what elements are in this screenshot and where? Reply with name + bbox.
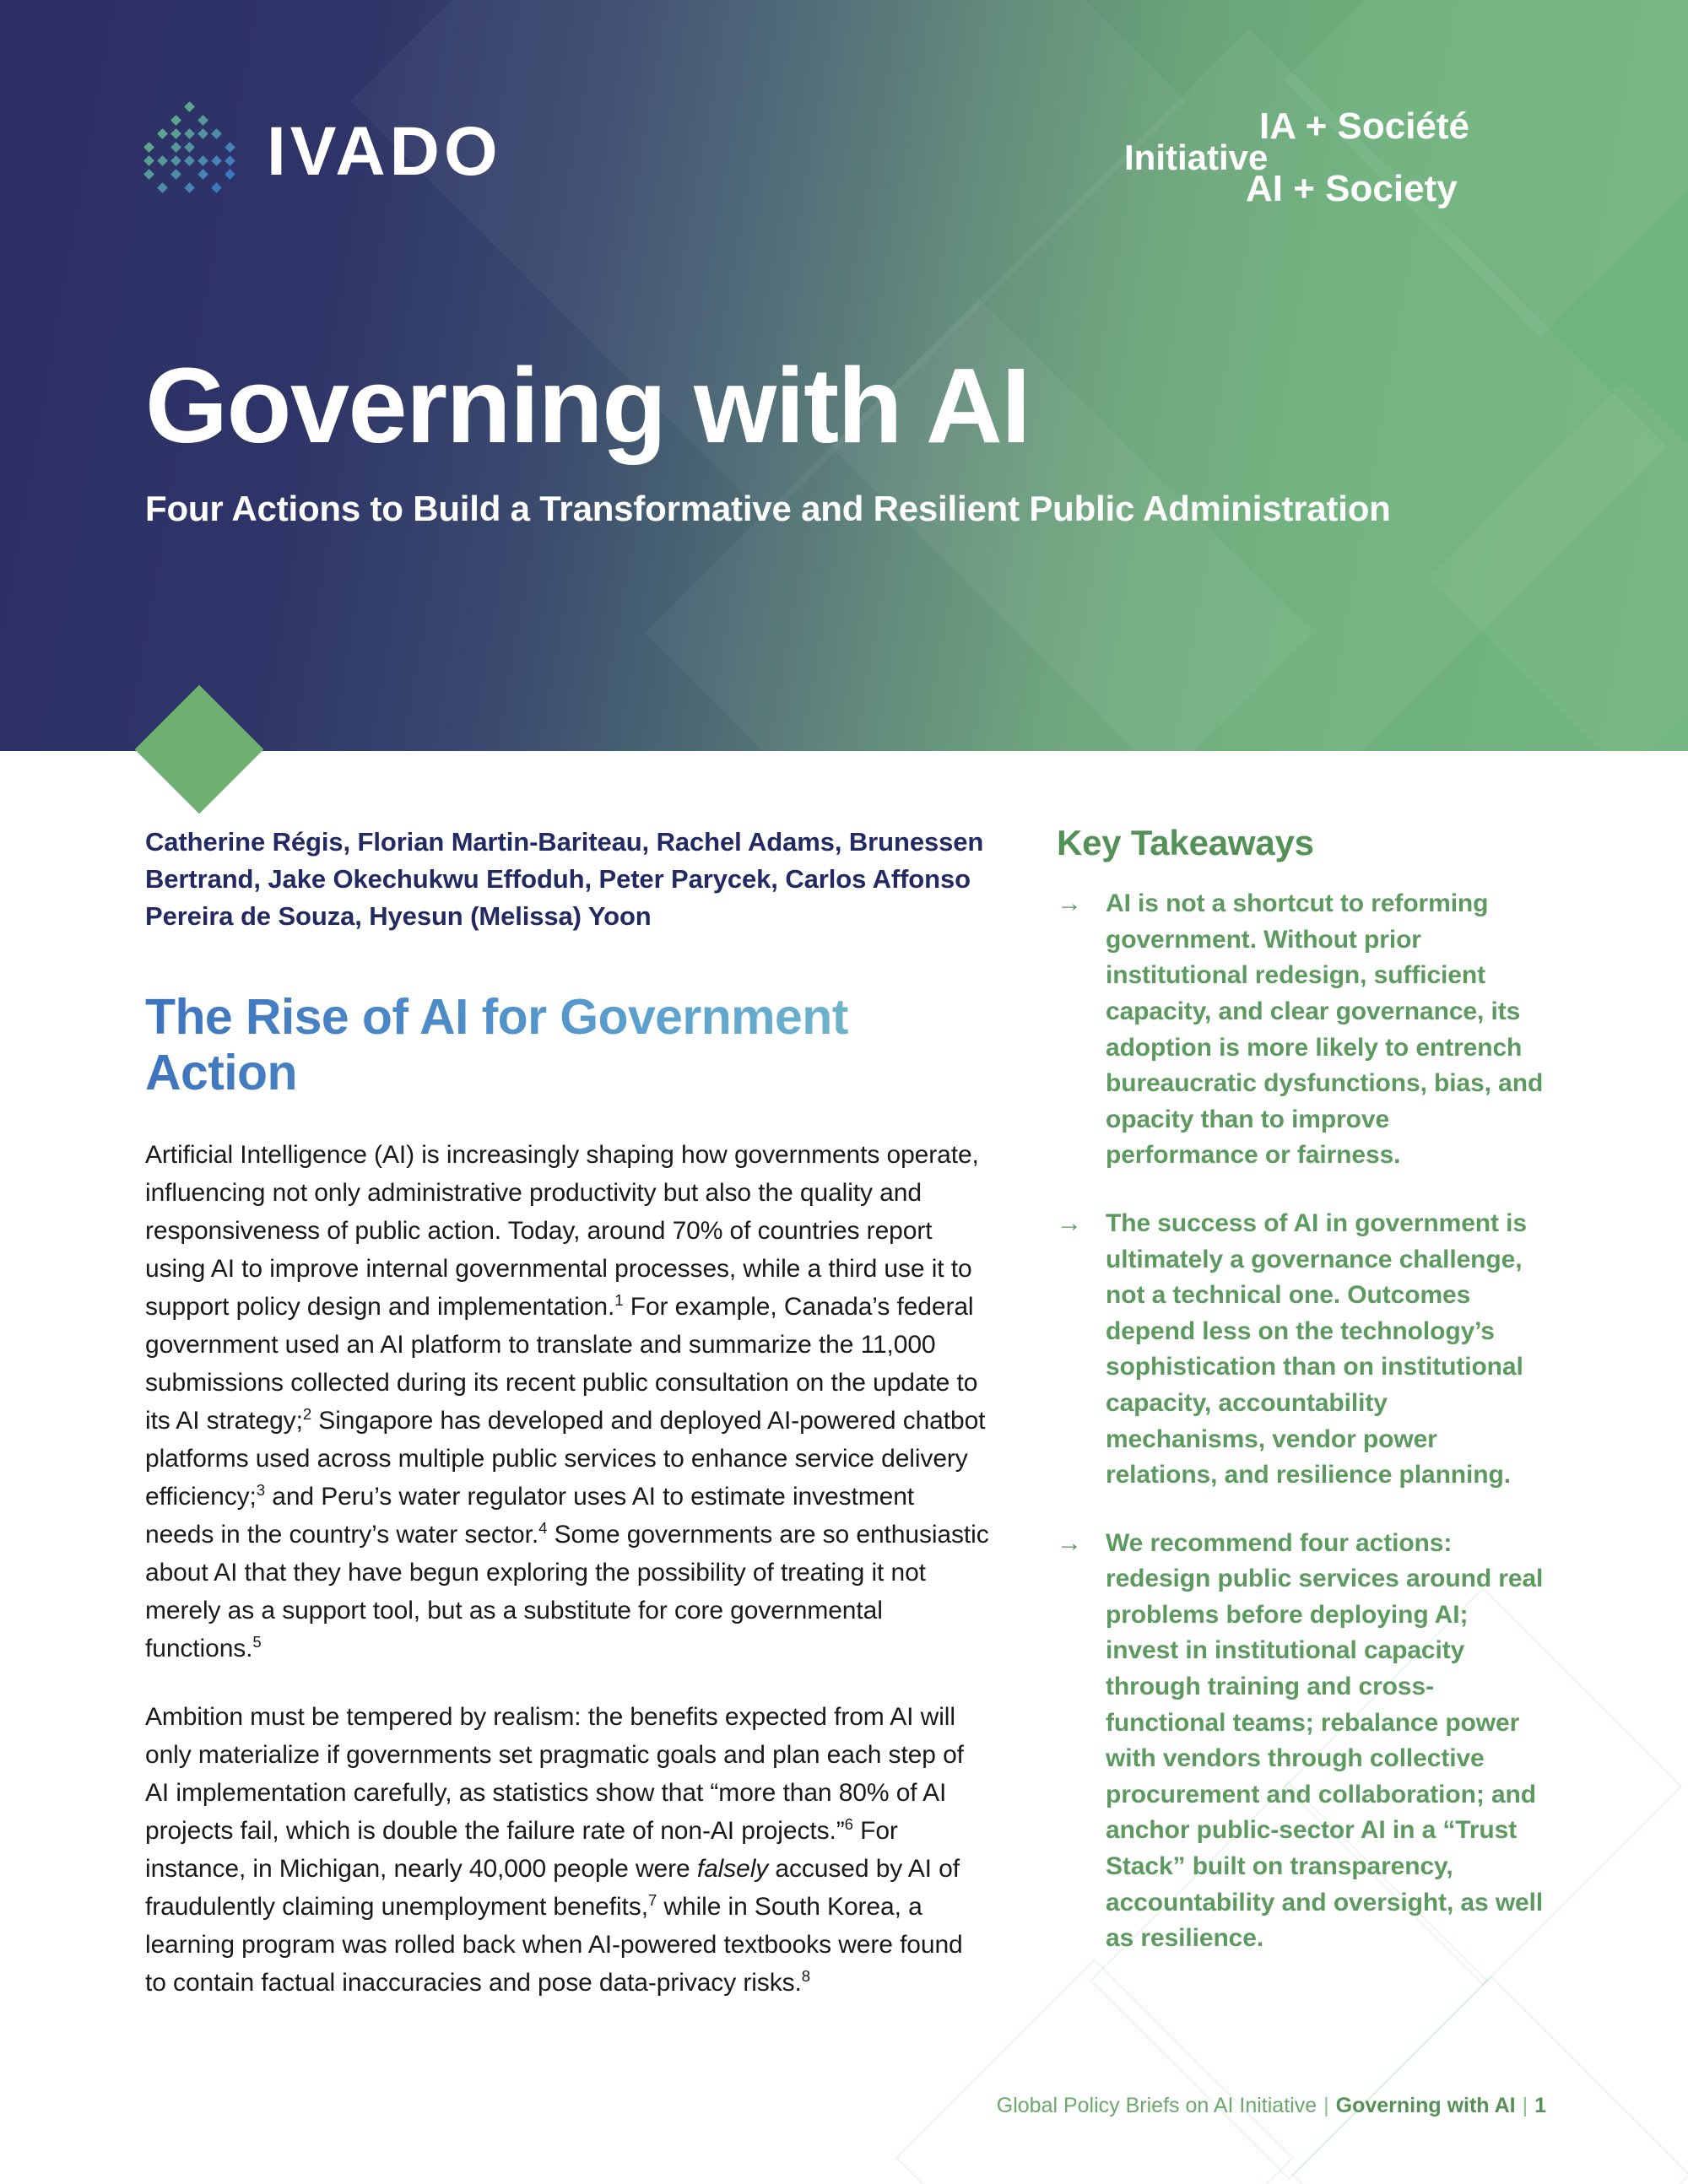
- body-content: [0, 751, 1688, 2184]
- ivado-wordmark: IVADO: [267, 113, 502, 190]
- key-takeaway-item: [1057, 1526, 1546, 1957]
- key-takeaway-item: [1057, 1206, 1546, 1494]
- arrow-right-icon: →: [1057, 1208, 1082, 1237]
- initiative-label-english: AI + Society: [1246, 168, 1458, 209]
- initiative-label-french: IA + Société: [1259, 105, 1470, 147]
- page-subtitle: Four Actions to Build a Transformative and Resilient Public Administration: [145, 489, 1391, 528]
- key-takeaway-text: We recommend four actions: redesign public services around real problems before deploying AI; invest in institutional capacity through training and cross-functional teams; rebalance power with vendors through collective procurement and collaboration; and anchor public-sector AI in a “Trust Stack” built on transparency, accountability and oversight, as well as resilience.: [1106, 1528, 1544, 1953]
- header-banner: [0, 0, 1688, 751]
- footer-separator: |: [1522, 2094, 1528, 2117]
- footer-series: Global Policy Briefs on AI Initiative: [996, 2094, 1317, 2117]
- body-paragraph: Ambition must be tempered by realism: the benefits expected from AI will only materialize if governments set pragmatic goals and plan each step of AI implementation carefully, as statistics show that “more than 80% of AI projects fail, which is double the failure rate of non-AI projects.”$^6$ For instance, in Michigan, nearly 40,000 people were falsely accused by AI of fraudulently claiming unemployment benefits,$^7$ while in South Korea, a learning program was rolled back when AI-powered textbooks were found to contain factual inaccuracies and pose data-privacy risks.$^8$: [145, 1703, 964, 1997]
- main-column: [145, 824, 989, 2002]
- arrow-right-icon: →: [1057, 1528, 1082, 1557]
- key-takeaway-item: [1057, 886, 1546, 1174]
- arrow-right-icon: →: [1057, 889, 1082, 918]
- page-footer: [997, 2094, 1546, 2118]
- initiative-ai-society-logo: [1124, 105, 1563, 209]
- footer-document-title: Governing with AI: [1335, 2094, 1516, 2117]
- key-takeaways-heading: Key Takeaways: [1057, 823, 1314, 862]
- page-title: Governing with AI: [145, 346, 1030, 465]
- ivado-diamond-dots-icon: [145, 103, 243, 201]
- ivado-logo: [145, 103, 502, 201]
- key-takeaways-sidebar: [1057, 824, 1546, 2002]
- watermark-diamond: [1292, 1976, 1688, 2184]
- key-takeaway-text: The success of AI in government is ultimately a governance challenge, not a technical one. Outcomes depend less on the technology’s sophistication than on institutional capacity, accountability mechanisms, vendor power relations, and resilience planning.: [1106, 1208, 1527, 1489]
- key-takeaway-text: AI is not a shortcut to reforming government. Without prior institutional redesign, sufficient capacity, and clear governance, its adoption is more likely to entrench bureaucratic dysfunctions, bias, and opacity than to improve performance or fairness.: [1106, 889, 1544, 1170]
- title-block: [145, 346, 1580, 530]
- key-takeaways-list: [1057, 886, 1546, 1957]
- initiative-label: Initiative: [1124, 138, 1269, 177]
- two-column-layout: [145, 824, 1546, 2002]
- section-heading: The Rise of AI for Government Action: [145, 989, 989, 1100]
- footer-separator: |: [1323, 2094, 1329, 2117]
- author-list: Catherine Régis, Florian Martin-Bariteau, Rachel Adams, Brunessen Bertrand, Jake Okechukwu Effoduh, Peter Parycek, Carlos Affonso Pereira de Souza, Hyesun (Melissa) Yoon: [145, 827, 984, 932]
- body-paragraph: Artificial Intelligence (AI) is increasingly shaping how governments operate, influencing not only administrative productivity but also the quality and responsiveness of public action. Today, around 70% of countries report using AI to improve internal governmental processes, while a third use it to support policy design and implementation.$^1$ For example, Canada’s federal government used an AI platform to translate and summarize the 11,000 submissions collected during its recent public consultation on the update to its AI strategy;$^2$ Singapore has developed and deployed AI-powered chatbot platforms used across multiple public services to enhance service delivery efficiency;$^3$ and Peru’s water regulator uses AI to estimate investment needs in the country’s water sector.$^4$ Some governments are so enthusiastic about AI that they have begun exploring the possibility of treating it not merely as a support tool, but as a substitute for core governmental functions.$^5$: [145, 1141, 989, 1663]
- footer-page-number: 1: [1534, 2094, 1546, 2117]
